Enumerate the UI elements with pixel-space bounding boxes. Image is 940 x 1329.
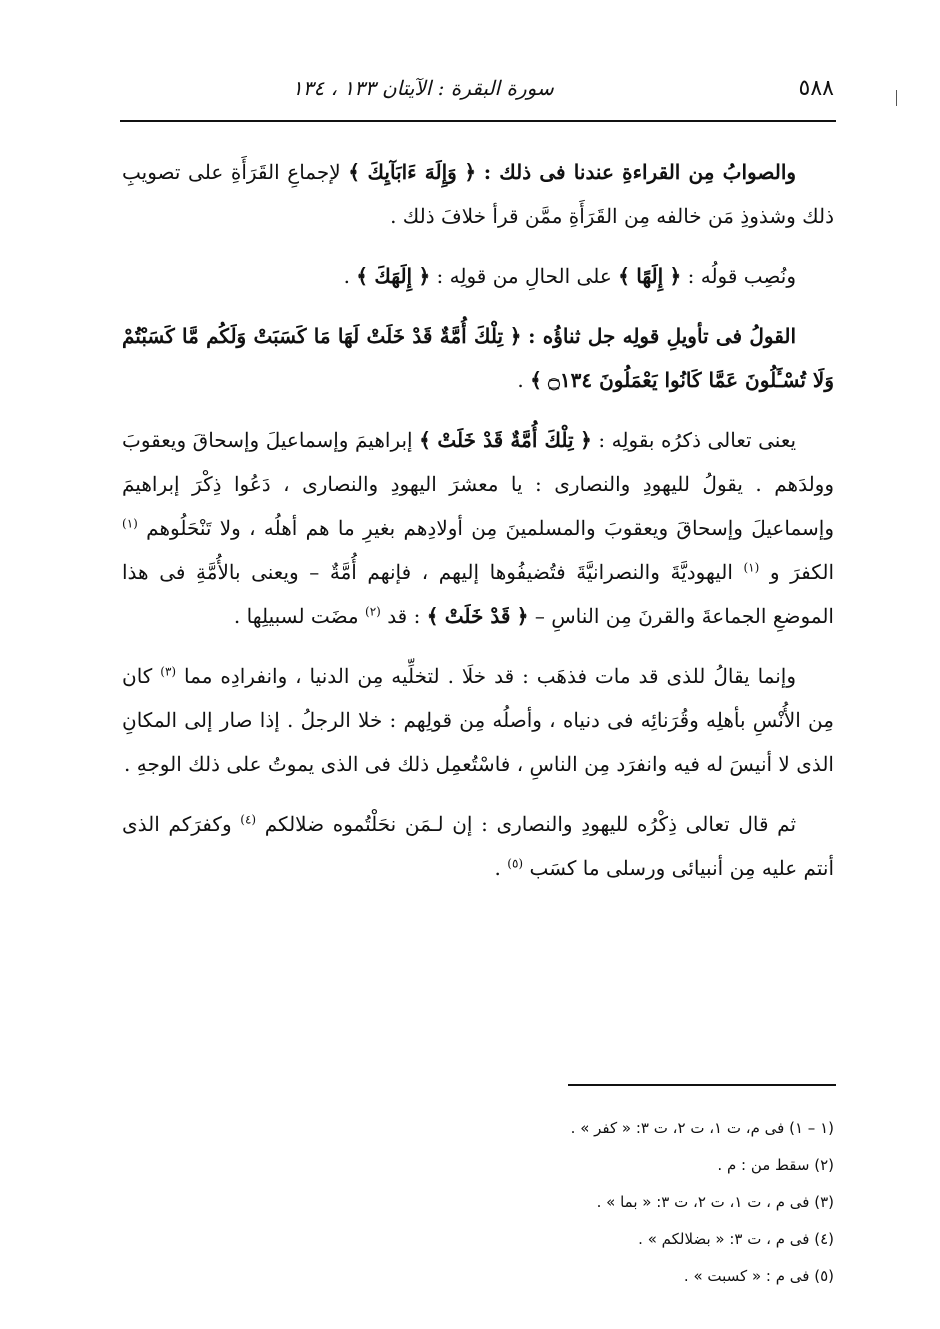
p4-quote-2: قَدْ خَلَتْ	[444, 604, 511, 628]
quran-bracket-open: ﴿	[516, 604, 529, 628]
p4-text-2: إبراهيمَ وإسماعيلَ وإسحاقَ ويعقوبَ وولدَهم . يقولُ لليهودِ والنصارى : يا معشرَ اليهودِ والنصارى ، دَعُوا ذِكْرَ إبراهيمَ وإسماعيلَ وإسحاقَ ويعقوبَ والمسلمينَ مِن أولادِهم بغيرِ ما هم أهلُه ، ولا تَنْحَلُوهم	[122, 428, 834, 540]
quran-bracket-open: ﴿	[509, 324, 522, 348]
quran-bracket-close: ﴾	[618, 264, 630, 288]
p2-text-2: على الحالِ من قولِه :	[436, 264, 612, 288]
paragraph-5	[122, 654, 834, 786]
p4-text-3: الكفرَ و	[769, 560, 834, 584]
paragraph-6	[122, 802, 834, 890]
quran-bracket-close: ﴾	[530, 368, 542, 392]
header-rule	[120, 120, 836, 122]
footnote-marker: (٤)	[240, 812, 257, 827]
margin-tick	[896, 90, 897, 106]
p2-quote-1: إِلَهًا	[636, 264, 664, 288]
p2-quote-2: إِلَهَكَ	[374, 264, 413, 288]
quran-bracket-close: ﴾	[348, 160, 360, 184]
p1-rest: لإجماعِ القَرَأَةِ على تصويبِ ذلك وشذوذِ مَن خالفه مِن القَرَأَةِ ممَّن قرأ خلافَ ذلك .	[122, 160, 834, 228]
p4-text-4: اليهوديَّةَ والنصرانيَّةَ فتُضيفُوها إليهم ، فإنهم أُمَّةٌ – ويعنى بالأُمَّةِ فى هذا الموضعِ الجماعةَ والقرنَ مِن الناسِ –	[122, 560, 834, 628]
paragraph-1	[122, 150, 834, 238]
footnote-rule	[568, 1084, 836, 1086]
paragraph-4	[122, 418, 834, 638]
p3-section-heading: القولُ فى تأويلِ قولِه جل ثناؤُه :	[528, 324, 797, 348]
quran-bracket-close: ﴾	[426, 604, 439, 628]
p1-quran-quote: وَإِلَهَ ءَابَآيِكَ	[367, 160, 457, 184]
quran-bracket-close: ﴾	[356, 264, 369, 288]
p3-quran-verse: تِلْكَ أُمَّةٌ قَدْ خَلَتْ لَهَا مَا كَسَبَتْ وَلَكُم مَّا كَسَبْتُمْ وَلَا تُسْـَٔلُونَ عَمَّا كَانُوا يَعْمَلُونَ ۝١٣٤	[122, 324, 834, 392]
footnote-marker: (٥)	[507, 856, 524, 871]
p2-text-3: .	[343, 264, 350, 288]
p5-text-2: كان مِن الأُنْسِ بأهلِه وقُرَنائِه فى دنياه ، وأصلُه مِن قولِهم : خلا الرجلُ . إذا صار إلى المكانِ الذى لا أنيسَ له فيه وانفرَد مِن الناسِ ، فاسْتُعمِل ذلك فى الذى يموتُ على ذلك الوجهِ .	[122, 664, 834, 776]
quran-bracket-open: ﴿	[464, 160, 477, 184]
page-number: ٥٨٨	[798, 75, 834, 101]
footnote-item: (٢) سقط من : م .	[717, 1156, 834, 1174]
quran-bracket-open: ﴿	[580, 428, 592, 452]
p4-quote-1: تِلْكَ أُمَّةٌ قَدْ خَلَتْ	[437, 428, 574, 452]
quran-bracket-open: ﴿	[669, 264, 682, 288]
quran-bracket-open: ﴿	[418, 264, 431, 288]
paragraph-3	[122, 314, 834, 402]
quran-bracket-close: ﴾	[419, 428, 431, 452]
footnote-marker: (٣)	[160, 664, 177, 679]
p3-end: .	[517, 368, 524, 392]
footnote-marker: (١)	[743, 560, 760, 575]
p6-text-1: ثم قال تعالى ذِكْرُه لليهودِ والنصارى : إن لـمَن نحَلْتُموه ضلالكم	[264, 812, 797, 836]
p1-lead: والصوابُ مِن القراءةِ عندنا فى ذلك :	[483, 160, 797, 184]
page-header	[122, 68, 834, 108]
footnotes	[122, 1110, 834, 1295]
footnote-marker: (١)	[122, 516, 138, 531]
footnote-item: (١ – ١) فى م، ت ١، ت ٢، ت ٣: « كفر » .	[570, 1119, 834, 1137]
p6-text-3: .	[494, 856, 501, 880]
paragraph-2	[122, 254, 834, 298]
p4-text-1: يعنى تعالى ذكرُه بقولِه :	[598, 428, 797, 452]
p2-text-1: ونُصِب قولُه :	[687, 264, 796, 288]
p4-text-5: : قد	[387, 604, 421, 628]
p4-text-6: مضَت لسبيلِها .	[233, 604, 359, 628]
footnote-item: (٥) فى م : « كسبت » .	[683, 1267, 834, 1285]
footnote-item: (٤) فى م ، ت ٣: « بضلالكم » .	[638, 1230, 834, 1248]
p6-text-2: وكفرَكم الذى أنتم عليه مِن أنبيائى ورسلى ما كسَب	[122, 812, 834, 880]
footnote-item: (٣) فى م ، ت ١، ت ٢، ت ٣: « بما » .	[596, 1193, 834, 1211]
running-head: سورة البقرة : الآيتان ١٣٣ ، ١٣٤	[292, 76, 554, 100]
footnote-marker: (٢)	[365, 604, 381, 619]
body-text	[122, 150, 834, 906]
p5-text-1: وإنما يقالُ للذى قد مات فذهَب : قد خلَا . لتخلِّيه مِن الدنيا ، وانفرادِه مما	[184, 664, 797, 688]
